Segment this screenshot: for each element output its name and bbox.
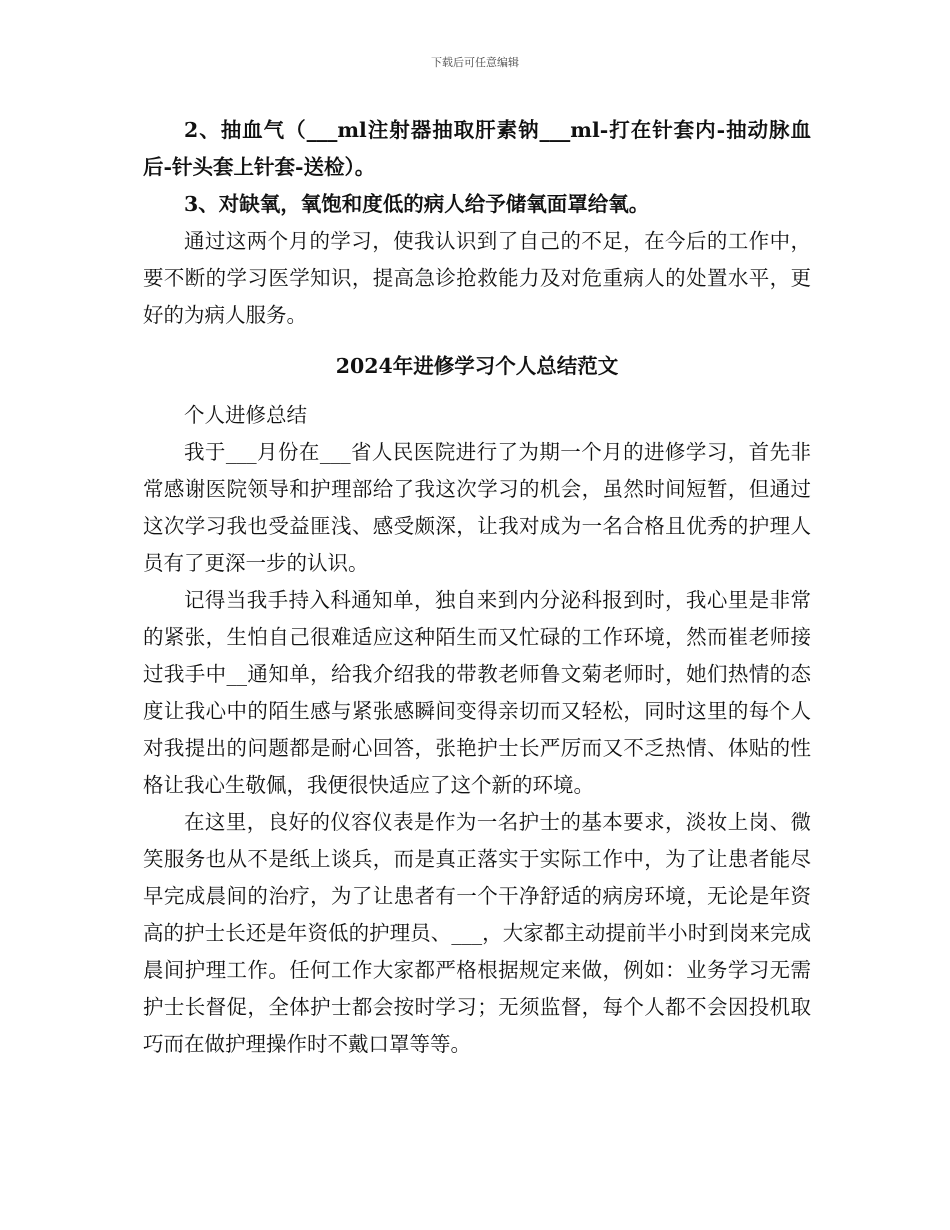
paragraph-conclusion: 通过这两个月的学习，使我认识到了自己的不足，在今后的工作中，要不断的学习医学知识，提高急诊抢救能力及对危重病人的处置水平，更好的为病人服务。 xyxy=(143,229,811,327)
paragraph-subtitle: 个人进修总结 xyxy=(184,403,307,427)
paragraph-work-standards: 在这里，良好的仪容仪表是作为一名护士的基本要求，淡妆上岗、微笑服务也从不是纸上谈兵，而是真正落实于实际工作中，为了让患者能尽早完成晨间的治疗，为了让患者有一个干净舒适的病房环境，无论是年资高的护士长还是年资低的护理员、___，大家都主动提前半小时到岗来完成晨间护理工作。任何工作大家都严格根据规定来做，例如：业务学习无需护士长督促，全体护士都会按时学习；无须监督，每个人都不会因投机取巧而在做护理操作时不戴口罩等等。 xyxy=(143,810,811,1056)
page-header: 下载后可任意编辑 xyxy=(431,56,519,69)
paragraph-oxygen-step: 3、对缺氧，氧饱和度低的病人给予储氧面罩给氧。 xyxy=(184,192,650,216)
document-body xyxy=(143,112,811,1063)
paragraph-intro: 我于___月份在___省人民医院进行了为期一个月的进修学习，首先非常感谢医院领导和护理部给了我这次学习的机会，虽然时间短暂，但通过这次学习我也受益匪浅、感受颇深，让我对成为一名合格且优秀的护理人员有了更深一步的认识。 xyxy=(143,440,811,575)
section-title: 2024年进修学习个人总结范文 xyxy=(335,354,619,378)
paragraph-blood-gas-step: 2、抽血气（___ml注射器抽取肝素钠___ml-打在针套内-抽动脉血后-针头套上针套-送检）。 xyxy=(143,118,811,179)
paragraph-arrival: 记得当我手持入科通知单，独自来到内分泌科报到时，我心里是非常的紧张，生怕自己很难适应这种陌生而又忙碌的工作环境，然而崔老师接过我手中__通知单，给我介绍我的带教老师鲁文菊老师时，她们热情的态度让我心中的陌生感与紧张感瞬间变得亲切而又轻松，同时这里的每个人对我提出的问题都是耐心回答，张艳护士长严厉而又不乏热情、体贴的性格让我心生敬佩，我便很快适应了这个新的环境。 xyxy=(143,588,811,797)
